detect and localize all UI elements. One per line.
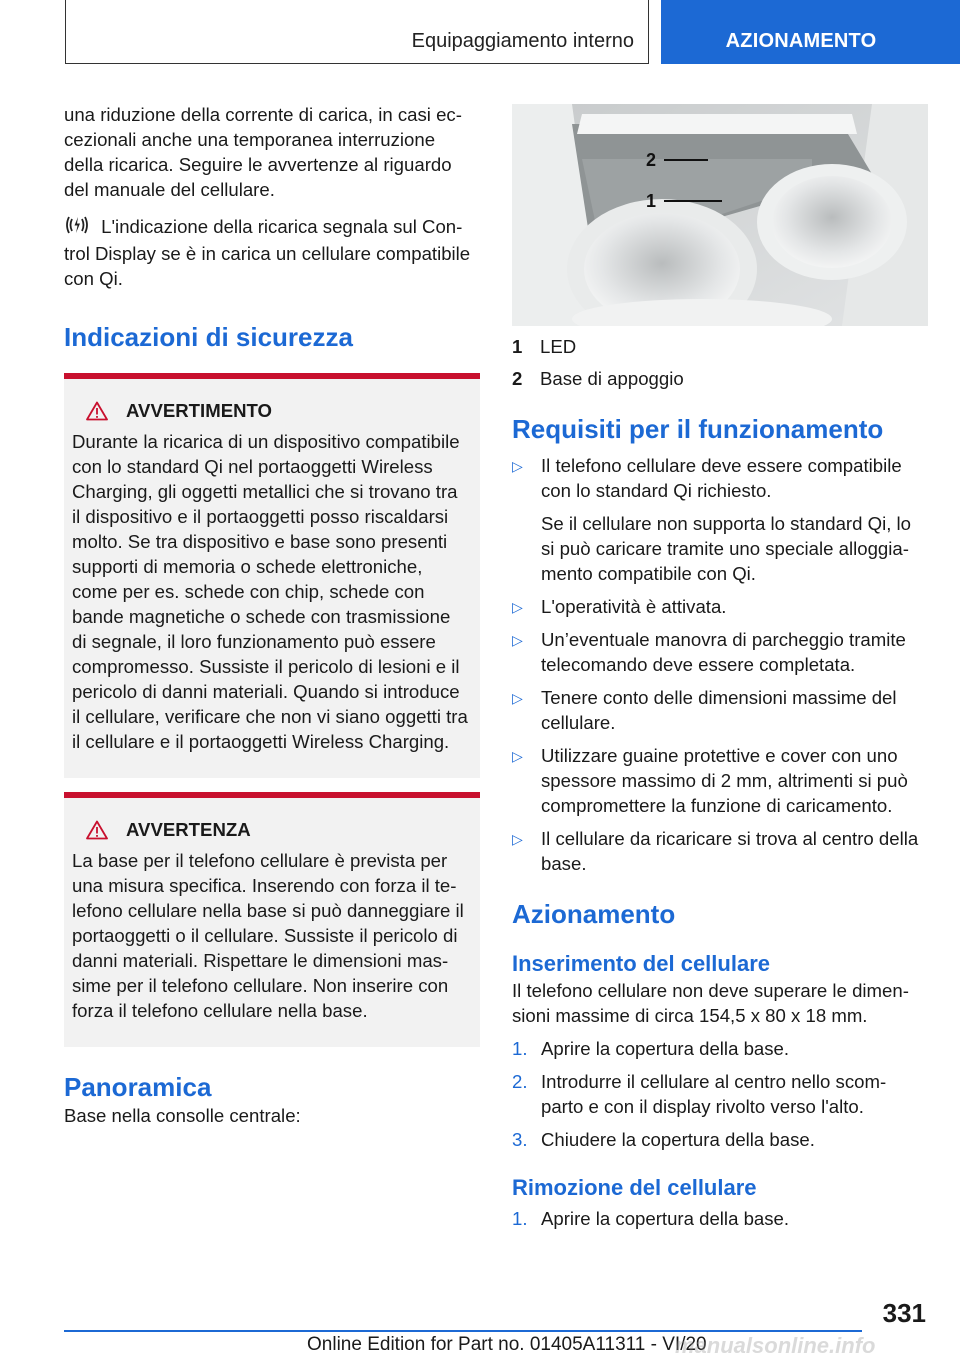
figure-label-1: 1: [646, 191, 657, 211]
legend-text: Base di appoggio: [540, 368, 684, 389]
requirements-heading: Requisiti per il funzionamento: [512, 414, 884, 444]
insert-heading: Inserimento del cellulare: [512, 951, 770, 976]
step-text: Aprire la copertura della base.: [541, 1208, 790, 1229]
remove-steps: [512, 1206, 928, 1231]
safety-heading: Indicazioni di sicurezza: [64, 322, 353, 352]
edition-text: Online Edition for Part no. 01405A11311 - VI/20: [307, 1334, 707, 1355]
legend-item: [512, 366, 928, 391]
warning-title-text: AVVERTIMENTO: [126, 400, 273, 421]
figure-label-2: 2: [646, 150, 657, 170]
warning-triangle-icon: [86, 401, 108, 421]
list-item: [512, 627, 928, 677]
step-text: Aprire la copertura della base.: [541, 1038, 790, 1059]
console-figure: [512, 104, 928, 326]
figure-legend: [512, 334, 928, 391]
right-column: [512, 104, 928, 1231]
warning-title: [72, 818, 472, 842]
legend-item: [512, 334, 928, 359]
page-number: 331: [882, 1298, 926, 1328]
triangle-bullet-icon: ▷: [512, 690, 523, 706]
list-item: [512, 594, 928, 619]
step-number: 2.: [512, 1071, 528, 1092]
chapter-tab-label: AZIONAMENTO: [725, 30, 877, 52]
insert-text: Il telefono cellulare non deve superare le dimen- sioni massime di circa 154,5 x 80 x 18 mm.: [512, 980, 909, 1026]
console-illustration: [512, 104, 928, 326]
section-title: Equipaggiamento interno: [411, 30, 634, 52]
step-item: [512, 1069, 928, 1119]
triangle-bullet-icon: ▷: [512, 748, 523, 764]
warning-title-text: AVVERTENZA: [126, 819, 251, 840]
legend-number: 1: [512, 336, 523, 357]
list-item-text: Il telefono cellulare deve essere compatibile con lo standard Qi richiesto.: [541, 455, 902, 501]
triangle-bullet-icon: ▷: [512, 831, 523, 847]
insert-steps: [512, 1036, 928, 1152]
step-number: 1.: [512, 1038, 528, 1059]
warning-box-avvertenza: [64, 792, 480, 1047]
wireless-charging-icon: [64, 215, 90, 241]
step-text: Chiudere la copertura della base.: [541, 1129, 815, 1150]
list-item: [512, 826, 928, 876]
step-item: [512, 1036, 928, 1061]
warning-triangle-icon: [86, 820, 108, 840]
legend-text: LED: [540, 336, 577, 357]
list-item-text: Utilizzare guaine protettive e cover con uno spessore massimo di 2 mm, altrimenti si può compromettere la funzione di caricamento.: [541, 745, 908, 816]
list-item: [512, 453, 928, 586]
chapter-tab: [661, 0, 960, 64]
triangle-bullet-icon: ▷: [512, 599, 523, 615]
warning-text: La base per il telefono cellulare è prevista per una misura specifica. Inserendo con forza il te- lefono cellulare nella base si può danneggiare il portaoggetti o il cellulare. Sussiste il pericolo di danni materiali. Rispettare le dimensioni mas- sime per il telefono cellulare. Non inserire con forza il telefono cellulare nella base.: [72, 850, 464, 1021]
list-item-subtext: Se il cellulare non supporta lo standard Qi, lo si può caricare tramite uno speciale alloggia- mento compatibile con Qi.: [541, 513, 912, 584]
list-item-text: Tenere conto delle dimensioni massime del cellulare.: [541, 687, 897, 733]
warning-text: Durante la ricarica di un dispositivo compatibile con lo standard Qi nel portaoggetti Wireless Charging, gli oggetti metallici che si trovano tra il dispositivo e il portaoggetti posso riscaldarsi molto. Se tra dispositivo e base sono presenti supporti di memoria o schede elettroniche, come per es. schede con chip, schede con bande magnetiche o schede con trasmissione di segnale, il loro funzionamento può essere compromesso. Sussiste il pericolo di lesioni e il pericolo di danni materiali. Quando si introduce il cellulare, verificare che non vi siano oggetti tra il cellulare e il portaoggetti Wireless Charging.: [72, 431, 468, 752]
charge-note-paragraph: [64, 214, 480, 291]
step-item: [512, 1127, 928, 1152]
charge-note-text: L'indicazione della ricarica segnala sul Con- trol Display se è in carica un cellulare compatibile con Qi.: [64, 216, 471, 289]
list-item-text: Un’eventuale manovra di parcheggio tramite telecomando deve essere completata.: [541, 629, 906, 675]
list-item: [512, 743, 928, 818]
step-number: 3.: [512, 1129, 528, 1150]
step-number: 1.: [512, 1208, 528, 1229]
watermark: manualsonline.info: [675, 1333, 876, 1358]
warning-box-avvertimento: [64, 373, 480, 778]
step-item: [512, 1206, 928, 1231]
legend-number: 2: [512, 368, 523, 389]
list-item-text: L'operatività è attivata.: [541, 596, 727, 617]
list-item: [512, 685, 928, 735]
footer-divider: [64, 1330, 862, 1332]
left-column: [64, 102, 480, 1128]
overview-heading: Panoramica: [64, 1072, 212, 1102]
overview-text: Base nella consolle centrale:: [64, 1105, 301, 1126]
step-text: Introdurre il cellulare al centro nello scom- parto e con il display rivolto verso l'alto.: [541, 1071, 887, 1117]
remove-heading: Rimozione del cellulare: [512, 1175, 757, 1200]
intro-paragraph: una riduzione della corrente di carica, in casi ec- cezionali anche una temporanea interruzione della ricarica. Seguire le avvertenze al riguardo del manuale del cellulare.: [64, 104, 462, 200]
warning-title: [72, 399, 472, 423]
operation-heading: Azionamento: [512, 899, 676, 929]
list-item-text: Il cellulare da ricaricare si trova al centro della base.: [541, 828, 919, 874]
triangle-bullet-icon: ▷: [512, 458, 523, 474]
requirements-list: [512, 453, 928, 876]
triangle-bullet-icon: ▷: [512, 632, 523, 648]
